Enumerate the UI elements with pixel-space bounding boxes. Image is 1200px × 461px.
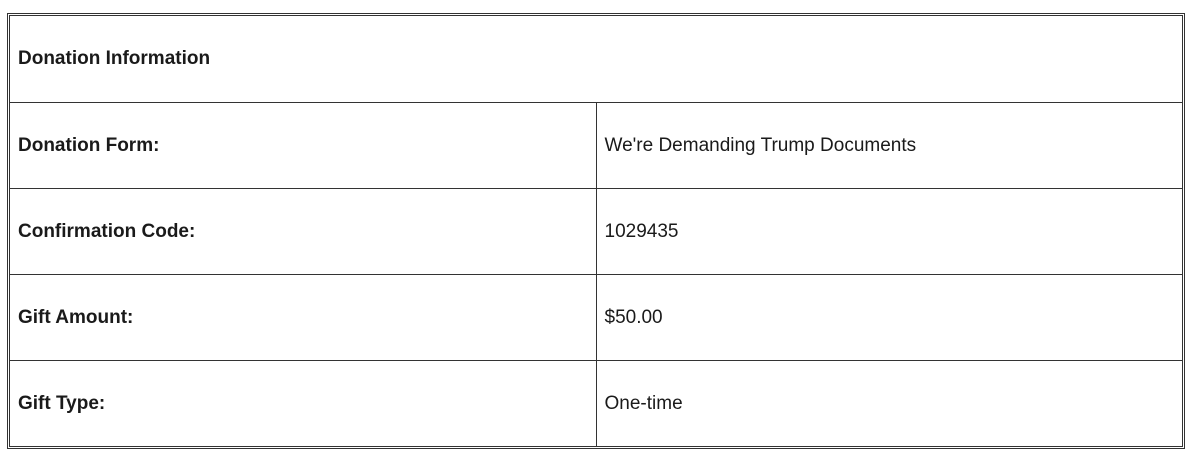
row-value: 1029435 (596, 189, 1182, 275)
donation-info-frame (7, 13, 1185, 449)
table-header-row (10, 16, 1182, 103)
row-value: One-time (596, 361, 1182, 447)
row-label: Gift Amount: (10, 275, 596, 361)
table-row-confirmation-code (10, 189, 1182, 275)
row-value: We're Demanding Trump Documents (596, 103, 1182, 189)
row-label: Confirmation Code: (10, 189, 596, 275)
row-label: Gift Type: (10, 361, 596, 447)
table-row-donation-form (10, 103, 1182, 189)
table-row-gift-amount (10, 275, 1182, 361)
table-row-gift-type (10, 361, 1182, 447)
row-value: $50.00 (596, 275, 1182, 361)
table-title: Donation Information (10, 16, 1182, 103)
row-label: Donation Form: (10, 103, 596, 189)
donation-info-table (10, 16, 1182, 447)
